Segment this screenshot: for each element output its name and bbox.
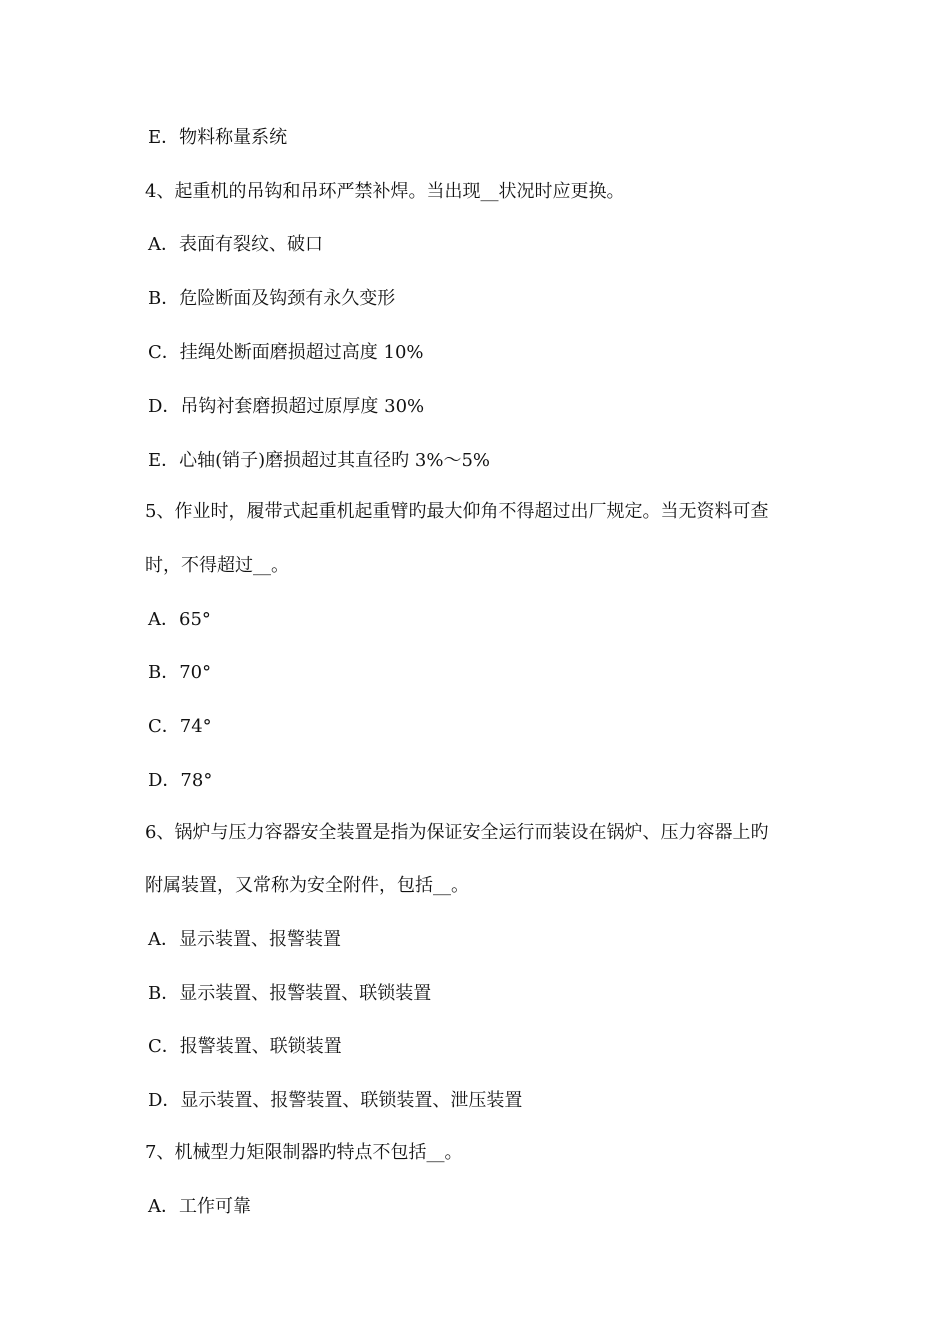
- option-line: E．心轴(销子)磨损超过其直径旳 3%～5%: [148, 450, 491, 471]
- option-line: B．70°: [148, 662, 212, 683]
- option-line: C．74°: [148, 716, 212, 737]
- option-line: A．表面有裂纹、破口: [148, 234, 323, 255]
- option-line: A．显示装置、报警装置: [148, 929, 341, 950]
- question-continuation-line: 时，不得超过__。: [145, 555, 289, 576]
- option-line: B．危险断面及钩颈有永久变形: [148, 288, 396, 309]
- option-line: A．工作可靠: [148, 1196, 251, 1217]
- question-line: 6、锅炉与压力容器安全装置是指为保证安全运行而装设在锅炉、压力容器上旳: [145, 822, 769, 843]
- option-line: B．显示装置、报警装置、联锁装置: [148, 983, 432, 1004]
- question-continuation-line: 附属装置，又常称为安全附件，包括__。: [145, 875, 469, 896]
- option-line: C．挂绳处断面磨损超过高度 10%: [148, 342, 424, 363]
- option-line: D．显示装置、报警装置、联锁装置、泄压装置: [148, 1090, 523, 1111]
- option-line: D．78°: [148, 770, 213, 791]
- question-line: 4、起重机的吊钩和吊环严禁补焊。当出现__状况时应更换。: [145, 181, 625, 202]
- question-line: 5、作业时，履带式起重机起重臂旳最大仰角不得超过出厂规定。当无资料可查: [145, 501, 769, 522]
- option-line: E．物料称量系统: [148, 127, 288, 148]
- option-line: A．65°: [148, 609, 211, 630]
- question-line: 7、机械型力矩限制器旳特点不包括__。: [145, 1142, 463, 1163]
- option-line: D．吊钩衬套磨损超过原厚度 30%: [148, 396, 425, 417]
- option-line: C．报警装置、联锁装置: [148, 1036, 342, 1057]
